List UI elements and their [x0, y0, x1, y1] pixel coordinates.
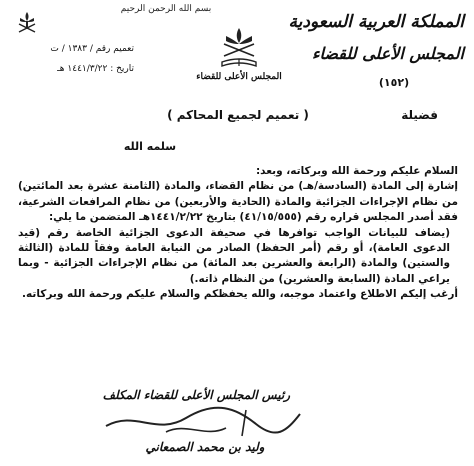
circular-date-label: تاريخ : ١٤٤١/٣/٢٢ هـ [57, 64, 134, 74]
signature-mark [96, 402, 306, 442]
saudi-emblem-icon [16, 10, 38, 34]
circular-title: ( تعميم لجميع المحاكم ) [167, 108, 309, 122]
reference-paragraph: إشارة إلى المادة (السادسة/هـ) من نظام القضاء، والمادة (الثامنة عشرة بعد المائتين) من نظام الإجراءات الجزائية والمادة (الحادية والأربعين) من نظام المرافعات الشرعية، فقد أصدر المجلس قراره رقم (٤١/١٥/٥٥٥) بتاريخ ١٤٤١/٢/٢٢هـ المتضمن ما يلي: [18, 180, 458, 224]
circular-number-badge: (١٥٢) [378, 76, 410, 89]
greeting-paragraph: السلام عليكم ورحمة الله وبركاته، وبعد: [255, 165, 458, 177]
signatory-name: وليد بن محمد الصمعاني [145, 440, 265, 454]
bismillah-text: بسم الله الرحمن الرحيم [120, 4, 212, 14]
council-heading: المجلس الأعلى للقضاء [311, 44, 464, 63]
kingdom-heading: المملكة العربية السعودية [288, 12, 464, 32]
addressee-label: فضيلة [401, 108, 438, 122]
council-emblem-icon [214, 26, 264, 70]
salutation-label: سلمه الله [123, 140, 177, 153]
circular-number-label: تعميم رقم / ١٣٨٣ / ت [50, 44, 134, 54]
decision-paragraph: (يضاف للبيانات الواجب توافرها في صحيفة الدعوى الجزائية الخاصة رقم (قيد الدعوى العامة)، أو رقم (أمر الحفظ) الصادر من النيابة العامة وفقاً للمادة (الثالثة والستين) والمادة (الرابعة والعشرين بعد المائة) من نظام الإجراءات الجزائية - وبما يراعي المادة (السابعة والعشرين) من النظام ذاته.) [18, 226, 450, 285]
closing-paragraph: أرغب إليكم الاطلاع واعتماد موجبه، والله يحفظكم والسلام عليكم ورحمة الله وبركاته. [22, 288, 458, 301]
center-caption: المجلس الأعلى للقضاء [196, 72, 282, 82]
letter-body [18, 164, 458, 364]
signatory-title: رئيس المجلس الأعلى للقضاء المكلف [102, 388, 290, 402]
